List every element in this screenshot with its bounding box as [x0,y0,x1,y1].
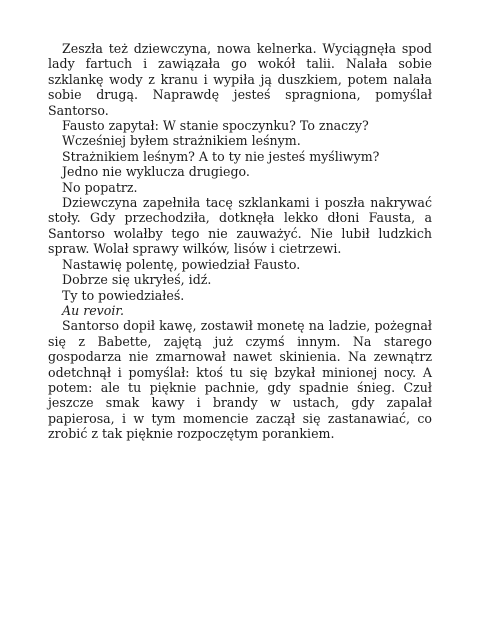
paragraph-1: Zeszła też dziewczyna, nowa kelnerka. Wyciągnęła spod lady fartuch i zawiązała go wokół talii. Nalała sobie szklankę wody z kranu i wypiła ją duszkiem, potem nalała sobie drugą. Naprawdę jesteś spragniona, pomyślał Santorso. [48,41,432,118]
paragraph-9: Dobrze się ukryłeś, idź. [62,272,212,288]
paragraph-2: Fausto zapytał: W stanie spoczynku? To znaczy? [62,118,369,134]
paragraph-5: Jedno nie wyklucza drugiego. [62,164,250,180]
page-body [48,41,432,442]
paragraph-12: Santorso dopił kawę, zostawił monetę na ladzie, pożegnał się z Babette, zajętą już czymś innym. Na starego gospodarza nie zmarnował nawet skinienia. Na zewnątrz odetchnął i pomyślał: ktoś tu się bzykał minionej nocy. A potem: ale tu pięknie pachnie, gdy spadnie śnieg. Czuł jeszcze smak kawy i brandy w ustach, gdy zapalał papierosa, i w tym momencie zaczął się zastanawiać, co zrobić z tak pięknie rozpoczętym porankiem. [48,318,432,442]
paragraph-11: Au revoir. [62,302,125,318]
paragraph-4: Strażnikiem leśnym? A to ty nie jesteś myśliwym? [62,148,380,164]
paragraph-7: Dziewczyna zapełniła tacę szklankami i poszła nakrywać stoły. Gdy przechodziła, dotknęła lekko dłoni Fausta, a Santorso wolałby tego nie zauważyć. Nie lubił ludzkich spraw. Wolał sprawy wilków, lisów i cietrzewi. [48,195,432,257]
paragraph-8: Nastawię polentę, powiedział Fausto. [62,256,301,272]
paragraph-6: No popatrz. [62,179,138,195]
paragraph-10: Ty to powiedziałeś. [62,287,185,303]
paragraph-3: Wcześniej byłem strażnikiem leśnym. [62,133,301,149]
